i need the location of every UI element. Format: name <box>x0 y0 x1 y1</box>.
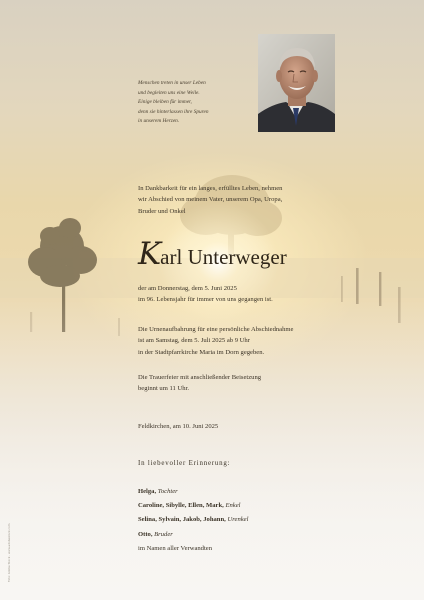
urn-line: in der Stadtpfarrkirche Maria im Dorn gegeben. <box>138 348 265 356</box>
death-line: der am Donnerstag, dem 5. Juni 2025 <box>138 285 237 292</box>
place-date <box>138 421 378 432</box>
death-notice <box>138 283 378 306</box>
memorial-quote <box>138 79 253 127</box>
family-relation: Bruder <box>154 530 173 538</box>
ceremony-notice <box>138 372 378 395</box>
family-entry <box>138 499 378 513</box>
family-relation: Urenkel <box>227 516 249 524</box>
closing-line: im Namen aller Verwandten <box>138 544 213 552</box>
family-entry <box>138 528 378 542</box>
quote-line: Einige bleiben für immer, <box>138 99 192 106</box>
urn-line: Die Urnenaufbahrung für eine persönliche Abschiednahme <box>138 326 294 333</box>
family-list <box>138 485 378 556</box>
portrait-photo <box>258 34 335 132</box>
family-relation: Tochter <box>157 488 178 495</box>
intro-text <box>138 183 378 217</box>
family-names: Otto, <box>138 530 153 538</box>
intro-line: wir Abschied von meinem Vater, unserem Opa, Uropa, <box>138 196 283 204</box>
family-entry <box>138 485 378 499</box>
urn-line: ist am Samstag, dem 5. Juli 2025 ab 9 Uhr <box>138 337 250 345</box>
name-initial: K <box>138 236 161 272</box>
family-entry <box>138 513 378 527</box>
family-names: Selina, Sylvain, Jakob, Johann, <box>138 516 226 524</box>
photo-credit: Foto: Adobe Stock · www.adobestock.com <box>7 523 11 582</box>
quote-line: denn sie hinterlassen ihre Spuren <box>138 108 209 115</box>
intro-line: Bruder und Onkel <box>138 207 186 215</box>
memory-heading: In liebevoller Erinnerung: <box>138 460 231 467</box>
deceased-name <box>138 236 287 272</box>
place-date-text: Feldkirchen, am 10. Juni 2025 <box>138 423 219 430</box>
ceremony-line: beginnt um 11 Uhr. <box>138 385 190 393</box>
quote-line: Menschen treten in unser Leben <box>138 80 206 86</box>
quote-line: und begleiten uns eine Weile. <box>138 89 200 96</box>
quote-line: in unserem Herzen. <box>138 118 180 125</box>
ceremony-line: Die Trauerfeier mit anschließender Beisetzung <box>138 374 262 381</box>
death-line: im 96. Lebensjahr für immer von uns gegangen ist. <box>138 296 273 304</box>
family-names: Helga, <box>138 488 157 495</box>
family-names: Caroline, Sibylle, Ellen, Mark, <box>138 502 224 510</box>
intro-line: In Dankbarkeit für ein langes, erfülltes Leben, nehmen <box>138 185 283 192</box>
urn-viewing-notice <box>138 324 378 358</box>
name-rest: arl Unterweger <box>160 245 287 269</box>
family-relation: Enkel <box>225 502 241 510</box>
